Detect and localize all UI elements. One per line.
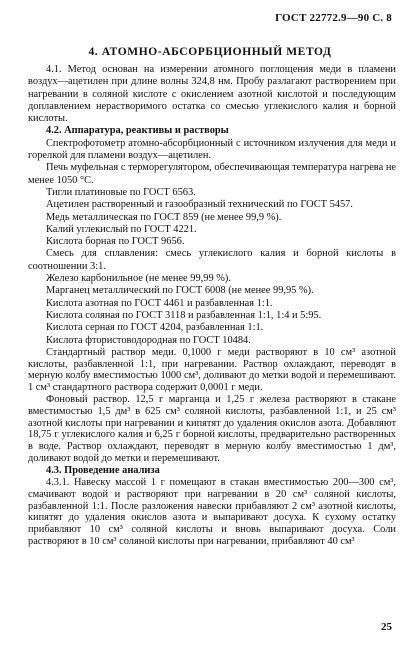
- paragraph-hydrochloric-acid: Кислота соляная по ГОСТ 3118 и разбавленная 1:1, 1:4 и 5:95.: [46, 309, 322, 321]
- paragraph-crucibles: Тигли платиновые по ГОСТ 6563.: [46, 186, 196, 198]
- running-header: ГОСТ 22772.9—90 С. 8: [275, 12, 392, 24]
- paragraph-iron: Железо карбонильное (не менее 99,99 %).: [46, 273, 231, 285]
- subsection-heading-equipment: 4.2. Аппаратура, реактивы и растворы: [46, 125, 229, 137]
- paragraph-boric-acid: Кислота борная по ГОСТ 9656.: [46, 236, 185, 248]
- body-text: [28, 64, 396, 548]
- paragraph-furnace: Печь муфельная с терморегулятором, обеспечивающая температура нагрева не менее 1050 °С.: [28, 162, 396, 186]
- paragraph-nitric-acid: Кислота азотная по ГОСТ 4461 и разбавленная 1:1.: [46, 297, 273, 309]
- paragraph-background-solution: Фоновый раствор. 12,5 г марганца и 1,25 г железа растворяют в стакане вместимостью 1,5 дм³ в 625 см³ соляной кислоты, разбавленной 1:1, и 25 см³ азотной кислоты при нагревании и кипятят до удаления окислов азота. Добавляют 18,75 г углекислого калия и 6,25 г борной кислоты, предварительно растворенных в воде. Раствор охлаждают, переводят в мерную колбу вместимостью 1 дм³, доливают водой до метки и перемешивают.: [28, 394, 396, 464]
- subsection-heading-analysis: 4.3. Проведение анализа: [46, 464, 160, 476]
- paragraph-manganese: Марганец металлический по ГОСТ 6008 (не менее 99,95 %).: [46, 285, 314, 297]
- paragraph-sulfuric-acid: Кислота серная по ГОСТ 4204, разбавленная 1:1.: [46, 322, 264, 334]
- paragraph-method-description: 4.1. Метод основан на измерении атомного поглощения меди в пламени воздух—ацетилен при длине волны 324,8 нм. Пробу разлагают растворением при нагревании в соляной кислоте с окислением азотной кислотой и последующим доплавлением нерастворимого остатка со смесью углекислого калия и борной кислоты.: [28, 64, 396, 125]
- paragraph-spectrophotometer: Спектрофотометр атомно-абсорбционный с источником излучения для меди и горелкой для пламени воздух—ацетилен.: [28, 137, 396, 162]
- paragraph-standard-solution: Стандартный раствор меди. 0,1000 г меди растворяют в 10 см³ азотной кислоты, разбавленной 1:1, при нагревании. Раствор охлаждают, переводят в мерную колбу вместимостью 1000 см³, доливают до метки водой и перемешивают. 1 см³ стандартного раствора содержит 0,0001 г меди.: [28, 346, 396, 394]
- paragraph-fusion-mixture: Смесь для сплавления: смесь углекислого калия и борной кислоты в соотношении 3:1.: [28, 248, 396, 272]
- section-title: 4. АТОМНО-АБСОРБЦИОННЫЙ МЕТОД: [88, 46, 332, 58]
- paragraph-potassium-carbonate: Калий углекислый по ГОСТ 4221.: [46, 223, 197, 235]
- paragraph-sample-procedure: 4.3.1. Навеску массой 1 г помещают в стакан вместимостью 200—300 см³, смачивают водой и растворяют при нагревании в 20 см³ соляной кислоты, разбавленной 1:1. После разложения навески прибавляют 2 см³ азотной кислоты, кипятят до удаления окислов азота и выпаривают досуха. К сухому остатку прибавляют 10 см³ соляной кислоты и вновь выпаривают досуха. Соли растворяют в 10 см³ соляной кислоты при нагревании, прибавляют 40 см³: [28, 477, 396, 548]
- paragraph-hydrofluoric-acid: Кислота фтористоводородная по ГОСТ 10484.: [46, 334, 251, 346]
- page-number: 25: [381, 621, 392, 633]
- paragraph-acetylene: Ацетилен растворенный и газообразный технический по ГОСТ 5457.: [46, 199, 353, 211]
- paragraph-copper: Медь металлическая по ГОСТ 859 (не менее 99,9 %).: [46, 211, 282, 223]
